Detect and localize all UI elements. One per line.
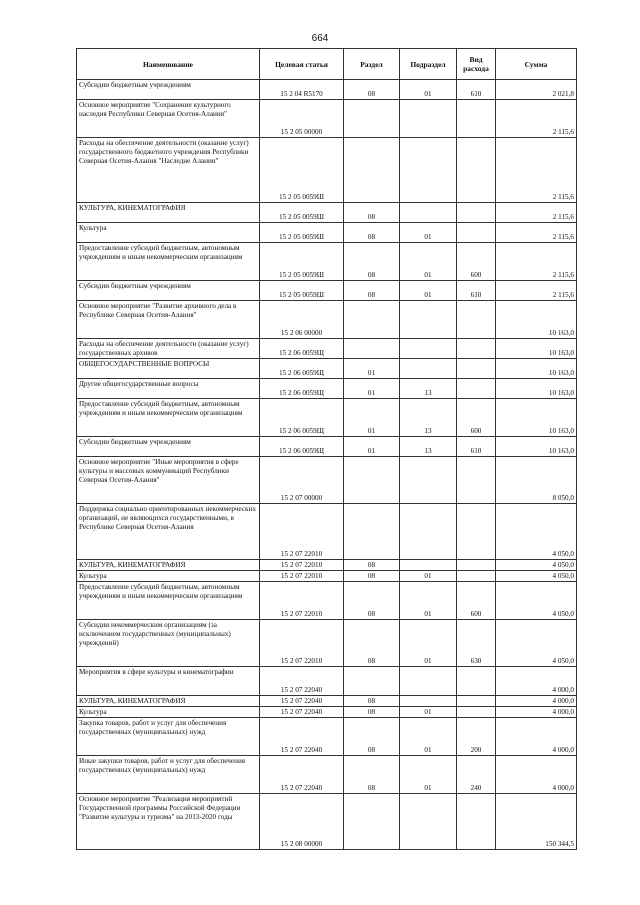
row-target-article: 15 2 07 22010 [260,504,344,560]
header-subsection: Подраздел [400,49,457,80]
row-expense-type: 600 [457,399,496,437]
row-subsection [400,359,457,379]
row-subsection: 13 [400,437,457,457]
table-row [77,100,577,138]
row-name: Культура [77,223,260,243]
row-sum: 2 115,6 [496,223,577,243]
row-sum: 4 050,0 [496,571,577,582]
row-section [344,667,400,696]
row-sum: 10 163,0 [496,399,577,437]
row-sum: 10 163,0 [496,379,577,399]
row-target-article: 15 2 06 00000 [260,301,344,339]
row-sum: 10 163,0 [496,301,577,339]
row-section: 08 [344,560,400,571]
table-row [77,756,577,794]
row-expense-type [457,203,496,223]
row-name: Основное мероприятие "Иные мероприятия в сфере культуры и массовых коммуникаций Республики Северная Осетия-Алания" [77,457,260,504]
table-row [77,203,577,223]
header-sum: Сумма [496,49,577,80]
row-section: 08 [344,620,400,667]
row-name: Культура [77,707,260,718]
row-subsection: 01 [400,707,457,718]
table-row [77,504,577,560]
header-section: Раздел [344,49,400,80]
row-name: Основное мероприятие "Реализация мероприятий Государственной программы Российской Федерации "Развитие культуры и туризма" на 2013-2020 годы [77,794,260,850]
row-subsection [400,560,457,571]
row-subsection [400,138,457,203]
table-row [77,80,577,100]
row-expense-type [457,359,496,379]
row-sum: 4 000,0 [496,707,577,718]
row-subsection: 01 [400,718,457,756]
row-name: Предоставление субсидий бюджетным, автономным учреждениям и иным некоммерческим организациям [77,399,260,437]
table-row [77,437,577,457]
row-section: 08 [344,582,400,620]
table-row [77,138,577,203]
row-target-article: 15 2 06 0059Щ [260,339,344,359]
row-subsection [400,504,457,560]
table-row [77,707,577,718]
row-name: Другие общегосударственные вопросы [77,379,260,399]
row-expense-type: 610 [457,437,496,457]
row-section: 01 [344,359,400,379]
row-section: 08 [344,718,400,756]
row-expense-type [457,100,496,138]
row-target-article: 15 2 07 22010 [260,571,344,582]
row-expense-type: 240 [457,756,496,794]
row-sum: 150 344,5 [496,794,577,850]
row-subsection: 01 [400,571,457,582]
row-expense-type: 600 [457,582,496,620]
row-name: Мероприятия в сфере культуры и кинематографии [77,667,260,696]
row-sum: 2 115,6 [496,100,577,138]
row-subsection: 01 [400,243,457,281]
table-row [77,718,577,756]
row-target-article: 15 2 05 0059Ш [260,203,344,223]
header-expense-type: Вид расхода [457,49,496,80]
row-section: 01 [344,399,400,437]
row-sum: 4 000,0 [496,718,577,756]
budget-table [76,48,577,850]
page-number: 664 [311,33,329,44]
row-subsection: 01 [400,223,457,243]
row-subsection [400,301,457,339]
row-subsection: 01 [400,582,457,620]
row-target-article: 15 2 07 22040 [260,667,344,696]
row-expense-type: 610 [457,80,496,100]
row-target-article: 15 2 05 0059Ш [260,281,344,301]
row-subsection [400,667,457,696]
row-name: Культура [77,571,260,582]
row-expense-type: 600 [457,243,496,281]
row-sum: 2 115,6 [496,203,577,223]
row-subsection: 01 [400,620,457,667]
row-sum: 2 115,6 [496,281,577,301]
table-row [77,379,577,399]
row-section [344,138,400,203]
row-subsection [400,457,457,504]
table-row [77,359,577,379]
table-row [77,281,577,301]
row-sum: 4 050,0 [496,504,577,560]
row-target-article: 15 2 07 00000 [260,457,344,504]
row-subsection: 13 [400,379,457,399]
row-name: Расходы на обеспечение деятельности (оказание услуг) государственных архивов [77,339,260,359]
row-section: 08 [344,707,400,718]
row-sum: 4 000,0 [496,696,577,707]
table-row [77,301,577,339]
table-row [77,560,577,571]
row-subsection [400,794,457,850]
row-name: ОБЩЕГОСУДАРСТВЕННЫЕ ВОПРОСЫ [77,359,260,379]
row-expense-type: 630 [457,620,496,667]
table-row [77,696,577,707]
row-subsection: 01 [400,281,457,301]
row-target-article: 15 2 08 00000 [260,794,344,850]
row-expense-type: 200 [457,718,496,756]
row-expense-type [457,504,496,560]
row-section: 08 [344,223,400,243]
row-target-article: 15 2 05 0059Ш [260,138,344,203]
row-target-article: 15 2 05 0059Ш [260,243,344,281]
row-expense-type [457,339,496,359]
table-row [77,399,577,437]
row-target-article: 15 2 05 0059Ш [260,223,344,243]
row-target-article: 15 2 07 22040 [260,718,344,756]
row-section [344,339,400,359]
row-expense-type: 610 [457,281,496,301]
row-sum: 4 050,0 [496,560,577,571]
row-name: Закупка товаров, работ и услуг для обеспечения государственных (муниципальных) нужд [77,718,260,756]
row-section: 08 [344,281,400,301]
row-section: 08 [344,756,400,794]
row-name: Основное мероприятие "Развитие архивного дела в Республике Северная Осетия-Алания" [77,301,260,339]
row-expense-type [457,667,496,696]
table-row [77,620,577,667]
row-target-article: 15 2 07 22010 [260,620,344,667]
table-row [77,582,577,620]
row-expense-type [457,571,496,582]
row-section: 08 [344,571,400,582]
row-target-article: 15 2 07 22040 [260,707,344,718]
row-sum: 4 000,0 [496,756,577,794]
header-name: Наименование [77,49,260,80]
row-section [344,100,400,138]
row-sum: 4 050,0 [496,620,577,667]
table-row [77,223,577,243]
row-name: Субсидии бюджетным учреждениям [77,80,260,100]
row-expense-type [457,707,496,718]
row-target-article: 15 2 04 R5170 [260,80,344,100]
row-subsection: 13 [400,399,457,437]
table-row [77,794,577,850]
row-expense-type [457,223,496,243]
row-subsection [400,696,457,707]
row-name: Основное мероприятие "Сохранение культурного наследия Республики Северная Осетия-Алания" [77,100,260,138]
table-header-row [77,49,577,80]
row-name: Иные закупки товаров, работ и услуг для обеспечения государственных (муниципальных) нужд [77,756,260,794]
row-name: КУЛЬТУРА, КИНЕМАТОГРАФИЯ [77,696,260,707]
row-section [344,457,400,504]
row-expense-type [457,696,496,707]
row-name: Поддержка социально ориентированных некоммерческих организаций, не являющихся государственными, в Республике Северная Осетия-Алания [77,504,260,560]
row-subsection [400,100,457,138]
table-row [77,457,577,504]
row-subsection: 01 [400,756,457,794]
row-target-article: 15 2 06 0059Щ [260,359,344,379]
row-name: Предоставление субсидий бюджетным, автономным учреждениям и иным некоммерческим организациям [77,582,260,620]
row-sum: 10 163,0 [496,359,577,379]
row-section: 01 [344,437,400,457]
table-row [77,571,577,582]
row-target-article: 15 2 05 00000 [260,100,344,138]
row-section: 01 [344,379,400,399]
row-section: 08 [344,243,400,281]
table-row [77,243,577,281]
row-section [344,794,400,850]
row-target-article: 15 2 07 22010 [260,560,344,571]
row-sum: 4 000,0 [496,667,577,696]
row-target-article: 15 2 06 0059Щ [260,379,344,399]
row-subsection: 01 [400,80,457,100]
header-target-article: Целевая статья [260,49,344,80]
row-sum: 10 163,0 [496,339,577,359]
row-sum: 2 115,6 [496,243,577,281]
row-expense-type [457,457,496,504]
row-expense-type [457,301,496,339]
row-sum: 2 115,6 [496,138,577,203]
table-body [77,80,577,850]
row-name: Предоставление субсидий бюджетным, автономным учреждениям и иным некоммерческим организациям [77,243,260,281]
row-sum: 4 050,0 [496,582,577,620]
table-row [77,339,577,359]
row-target-article: 15 2 06 0059Щ [260,437,344,457]
row-expense-type [457,794,496,850]
row-sum: 2 021,8 [496,80,577,100]
row-section [344,301,400,339]
row-subsection [400,203,457,223]
row-name: Субсидии бюджетным учреждениям [77,281,260,301]
row-sum: 8 050,0 [496,457,577,504]
row-target-article: 15 2 06 0059Щ [260,399,344,437]
row-target-article: 15 2 07 22040 [260,756,344,794]
row-name: КУЛЬТУРА, КИНЕМАТОГРАФИЯ [77,560,260,571]
row-section: 08 [344,203,400,223]
row-section [344,504,400,560]
row-name: Субсидии некоммерческим организациям (за исключением государственных (муниципальных) учреждений) [77,620,260,667]
row-name: Расходы на обеспечение деятельности (оказание услуг) государственного бюджетного учреждения Республики Северная Осетия-Алания "Наследие Алании" [77,138,260,203]
row-expense-type [457,560,496,571]
row-subsection [400,339,457,359]
table-row [77,667,577,696]
row-name: Субсидии бюджетным учреждениям [77,437,260,457]
row-name: КУЛЬТУРА, КИНЕМАТОГРАФИЯ [77,203,260,223]
row-expense-type [457,379,496,399]
row-target-article: 15 2 07 22040 [260,696,344,707]
row-section: 08 [344,80,400,100]
row-section: 08 [344,696,400,707]
row-target-article: 15 2 07 22010 [260,582,344,620]
row-expense-type [457,138,496,203]
row-sum: 10 163,0 [496,437,577,457]
